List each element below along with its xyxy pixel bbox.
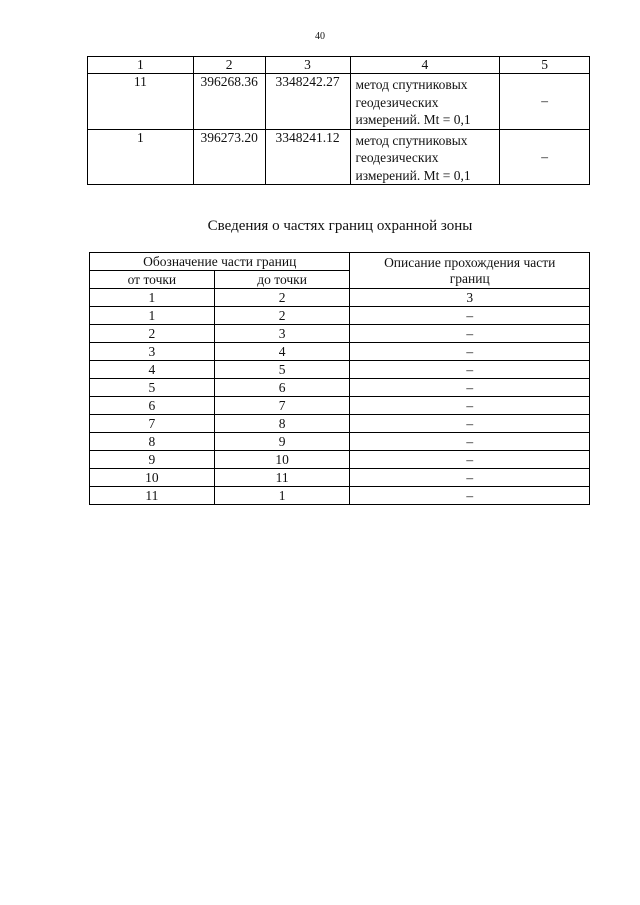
from-point-cell: 5 [90,379,215,397]
from-point-cell: 8 [90,433,215,451]
column-number-5: 5 [500,57,590,74]
description-cell: – [350,397,590,415]
note-cell: – [500,74,590,130]
table-row [90,361,590,379]
table-row [90,451,590,469]
note-cell: – [500,129,590,185]
description-cell: – [350,415,590,433]
table-row [90,433,590,451]
coordinates-header-row [88,57,590,74]
table-row [90,379,590,397]
to-point-cell: 5 [214,361,350,379]
from-point-cell: 7 [90,415,215,433]
method-description [350,74,500,130]
method-line: метод спутниковых [355,132,468,148]
from-point-cell: 4 [90,361,215,379]
to-point-cell: 7 [214,397,350,415]
header-row-group [90,253,590,271]
numbering-cell: 1 [90,289,215,307]
column-number-1: 1 [88,57,194,74]
table-row [90,487,590,505]
table-row [90,415,590,433]
to-point-cell: 6 [214,379,350,397]
header-description [350,253,590,289]
point-number: 11 [88,74,194,130]
to-point-cell: 9 [214,433,350,451]
coordinate-y: 3348242.27 [265,74,350,130]
column-number-4: 4 [350,57,500,74]
header-description-line: границ [449,270,490,286]
numbering-row [90,289,590,307]
coordinates-table [87,56,590,185]
method-line: измерений. Mt = 0,1 [355,112,471,127]
table-row [88,129,590,185]
from-point-cell: 9 [90,451,215,469]
from-point-cell: 11 [90,487,215,505]
page-number: 40 [315,31,325,42]
description-cell: – [350,469,590,487]
from-point-cell: 1 [90,307,215,325]
numbering-cell: 2 [214,289,350,307]
from-point-cell: 10 [90,469,215,487]
column-number-2: 2 [193,57,265,74]
table-row [90,397,590,415]
header-to-point: до точки [214,271,350,289]
table-row [90,325,590,343]
method-description [350,129,500,185]
from-point-cell: 6 [90,397,215,415]
method-line: метод спутниковых [355,77,468,92]
coordinate-y: 3348241.12 [265,129,350,185]
description-cell: – [350,379,590,397]
from-point-cell: 3 [90,343,215,361]
description-cell: – [350,361,590,379]
to-point-cell: 11 [214,469,350,487]
header-boundary-designation: Обозначение части границ [90,253,350,271]
boundary-parts-table [89,252,590,505]
column-number-3: 3 [265,57,350,74]
to-point-cell: 2 [214,307,350,325]
table-row [88,74,590,130]
header-from-point: от точки [90,271,215,289]
description-cell: – [350,325,590,343]
table-row [90,343,590,361]
description-cell: – [350,307,590,325]
description-cell: – [350,451,590,469]
description-cell: – [350,433,590,451]
description-cell: – [350,487,590,505]
to-point-cell: 1 [214,487,350,505]
to-point-cell: 10 [214,451,350,469]
method-line: геодезических [355,94,439,110]
description-cell: – [350,343,590,361]
to-point-cell: 8 [214,415,350,433]
header-description-line: Описание прохождения части [384,254,556,270]
point-number: 1 [88,129,194,185]
to-point-cell: 4 [214,343,350,361]
coordinate-x: 396273.20 [193,129,265,185]
table-row [90,307,590,325]
numbering-cell: 3 [350,289,590,307]
to-point-cell: 3 [214,325,350,343]
method-line: измерений. Mt = 0,1 [355,167,471,183]
section-title: Сведения о частях границ охранной зоны [207,218,473,234]
from-point-cell: 2 [90,325,215,343]
table-row [90,469,590,487]
coordinate-x: 396268.36 [193,74,265,130]
method-line: геодезических [355,150,439,165]
